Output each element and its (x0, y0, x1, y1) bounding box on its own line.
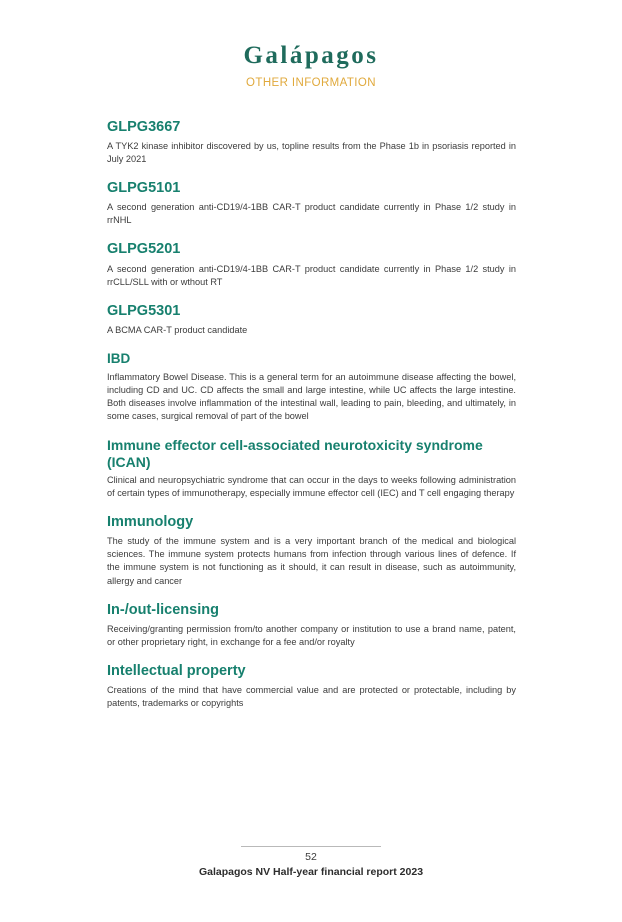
glossary-term: Intellectual property (107, 662, 246, 679)
glossary-term: Immunology (107, 514, 194, 531)
page-number: 52 (305, 851, 317, 863)
glossary-entry (107, 663, 516, 710)
glossary-entry (107, 437, 516, 500)
glossary-term: GLPG5101 (107, 180, 181, 197)
glossary-entry (107, 602, 516, 649)
footer-document-title: Galapagos NV Half-year financial report 2023 (198, 866, 424, 878)
glossary-definition: The study of the immune system and is a very important branch of the medical and biological sciences. The immune system protects humans from infection through various lines of defence. If the immune system is not functioning as it should, it can result in disease, such as autoimmunity, allergy and cancer (107, 536, 516, 586)
glossary-entry (107, 514, 516, 587)
glossary-term: GLPG5301 (107, 302, 181, 319)
glossary-entry (107, 351, 516, 423)
glossary-term: In-/out-licensing (107, 601, 219, 618)
glossary-list (107, 119, 516, 710)
glossary-definition: Creations of the mind that have commercial value and are protected or protectable, including by patents, trademarks or copyrights (107, 684, 516, 708)
glossary-term: IBD (107, 350, 131, 366)
glossary-definition: A BCMA CAR-T product candidate (107, 324, 248, 335)
glossary-definition: Receiving/granting permission from/to another company or institution to use a brand name, patent, or other proprietary right, in exchange for a fee and/or royalty (107, 623, 516, 647)
page-footer (0, 846, 622, 878)
glossary-definition: Clinical and neuropsychiatric syndrome that can occur in the days to weeks following administration of certain types of immunotherapy, especially immune effector cell (IEC) and T cell engaging therapy (107, 475, 516, 499)
glossary-term: Immune effector cell-associated neurotoxicity syndrome (ICAN) (107, 437, 483, 470)
glossary-term: GLPG5201 (107, 241, 181, 258)
glossary-entry (107, 241, 516, 288)
company-logo: Galápagos (243, 42, 379, 69)
glossary-entry (107, 180, 516, 227)
section-label: OTHER INFORMATION (246, 77, 376, 89)
glossary-term: GLPG3667 (107, 119, 181, 135)
glossary-definition: A second generation anti-CD19/4-1BB CAR-T product candidate currently in Phase 1/2 study in rrNHL (107, 202, 516, 226)
glossary-entry (107, 303, 516, 337)
document-page (0, 42, 622, 922)
footer-divider (241, 846, 381, 847)
glossary-definition: A second generation anti-CD19/4-1BB CAR-T product candidate currently in Phase 1/2 study in rrCLL/SLL with or wthout RT (107, 263, 516, 287)
glossary-entry (107, 119, 516, 166)
glossary-definition: A TYK2 kinase inhibitor discovered by us, topline results from the Phase 1b in psoriasis reported in July 2021 (107, 141, 516, 165)
glossary-definition: Inflammatory Bowel Disease. This is a general term for an autoimmune disease affecting the bowel, including CD and UC. CD affects the small and large intestine, while UC affects the large intestine. Both diseases involve inflammation of the intestinal wall, leading to pain, bleeding, and ultimately, in some cases, surgical removal of part of the bowel (107, 371, 516, 421)
